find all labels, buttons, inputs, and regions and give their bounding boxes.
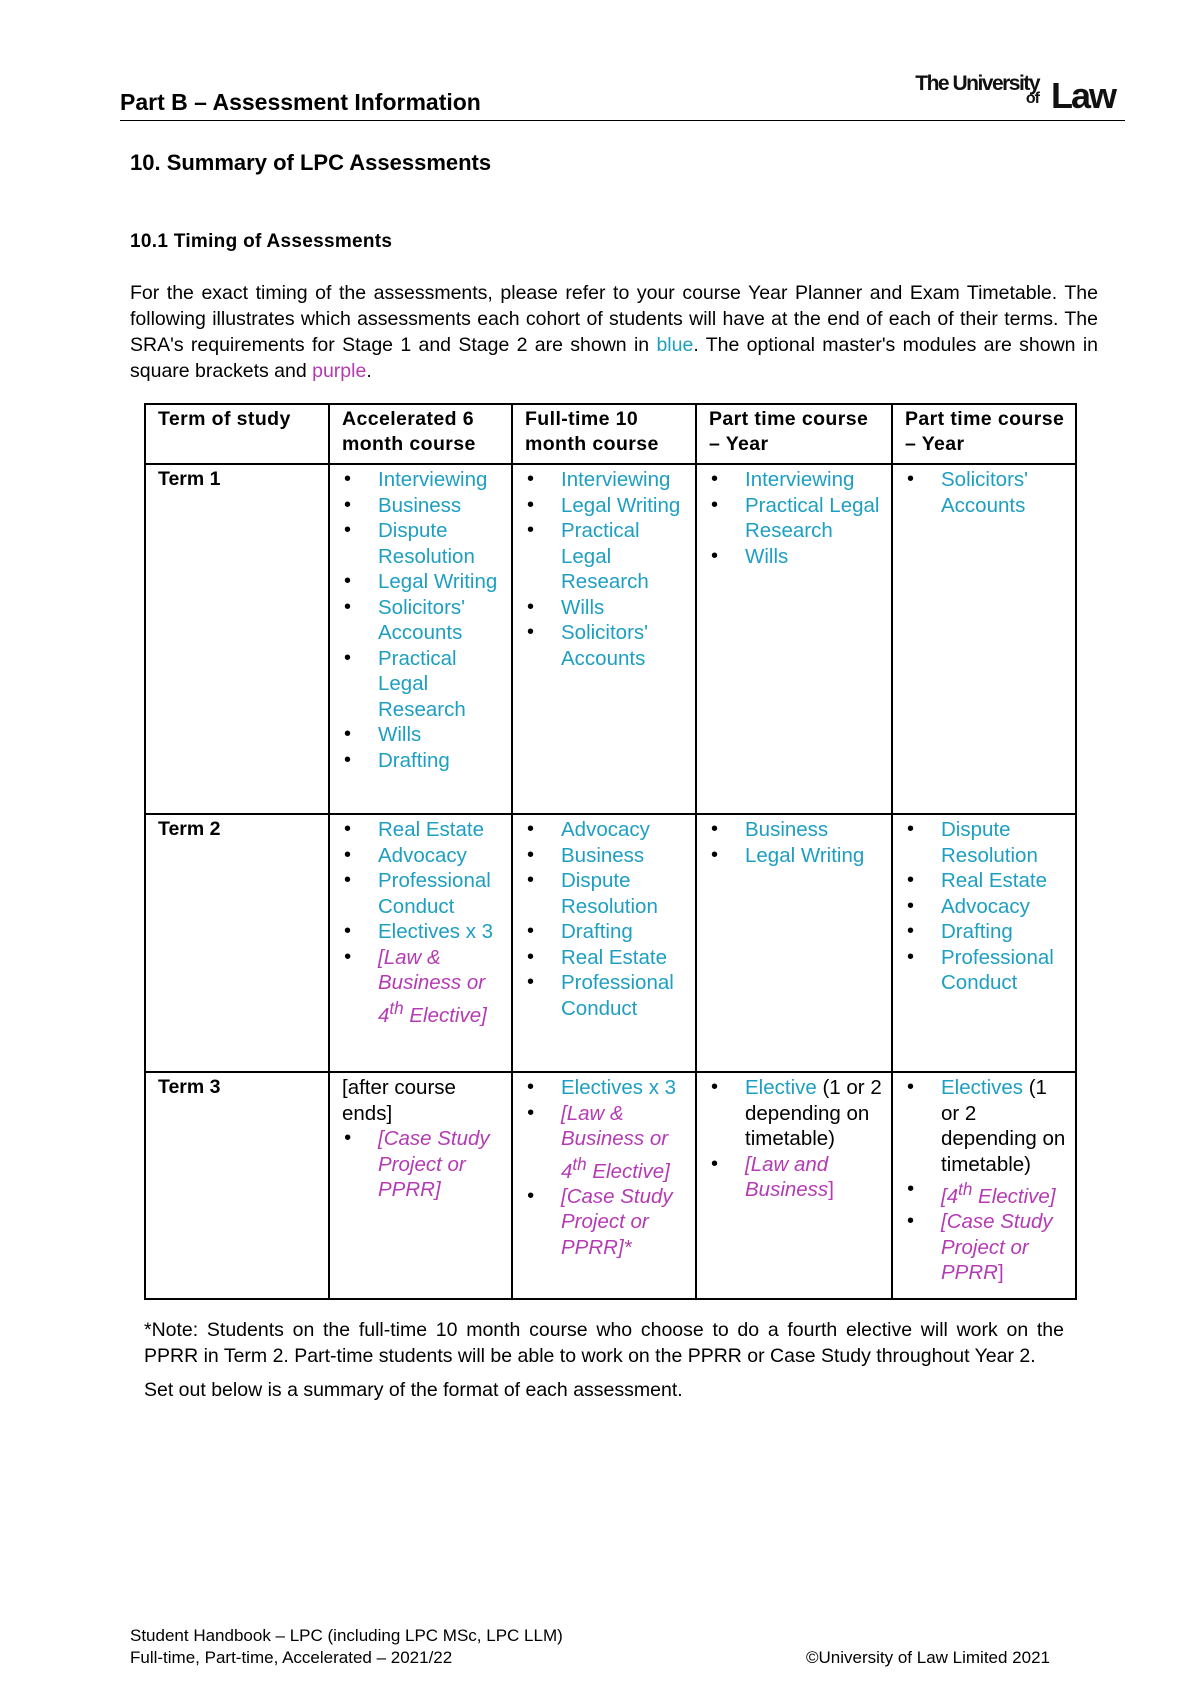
term1-fulltime-cell (512, 464, 696, 814)
list-item: • Interviewing (342, 467, 505, 493)
list-item: • Legal Writing (525, 493, 689, 519)
optional-text-end: ] (828, 1178, 834, 1201)
page-footer (130, 1625, 1050, 1669)
list-item: • Professional Conduct (525, 970, 689, 1021)
list-item: • Business (342, 493, 505, 519)
term1-parttime1-list (709, 467, 885, 569)
header-accelerated: Accelerated 6 month course (329, 404, 512, 464)
list-item: • Advocacy (905, 894, 1069, 920)
term1-accelerated-cell (329, 464, 512, 814)
list-item: • Practical Legal Research (709, 493, 885, 544)
list-item (905, 1209, 1069, 1286)
term3-accelerated-cell (329, 1072, 512, 1299)
term3-label: Term 3 (145, 1072, 329, 1299)
list-item: • [Case Study Project or PPRR] (342, 1126, 505, 1203)
list-item: • Drafting (525, 919, 689, 945)
header-parttime-1: Part time course – Year (696, 404, 892, 464)
optional-text: [Law & Business or 4 (561, 1101, 669, 1183)
list-item: • Solicitors' Accounts (905, 467, 1069, 518)
term3-accelerated-intro: [after course ends] (342, 1076, 456, 1125)
term2-parttime1-list (709, 817, 885, 868)
footer-line1: Student Handbook – LPC (including LPC MSc, LPC LLM) (130, 1626, 563, 1645)
list-item: • Business (525, 843, 689, 869)
optional-text-end: Elective] (403, 1003, 487, 1027)
term3-accelerated-list (342, 1126, 505, 1203)
intro-text2: . The optional master's modules are shown in square brackets and (130, 334, 1098, 382)
term2-accelerated-cell (329, 814, 512, 1072)
list-item: • Legal Writing (342, 569, 505, 595)
list-item: • Advocacy (525, 817, 689, 843)
university-logo (905, 72, 1115, 116)
header-term: Term of study (145, 404, 329, 464)
term1-parttime1-cell (696, 464, 892, 814)
list-item: • Legal Writing (709, 843, 885, 869)
footer-copyright: ©University of Law Limited 2021 (805, 1648, 1050, 1667)
superscript: th (958, 1180, 973, 1199)
list-item: • Practical Legal Research (525, 518, 689, 595)
list-item: • Wills (525, 595, 689, 621)
list-item (342, 945, 505, 1028)
list-item: • Drafting (342, 748, 505, 774)
list-item: • Professional Conduct (905, 945, 1069, 996)
list-item (905, 1177, 1069, 1209)
list-item: • Wills (342, 722, 505, 748)
optional-text: [Case Study Project or PPRR (941, 1210, 1053, 1285)
term1-accelerated-list (342, 467, 505, 773)
term3-parttime2-list (905, 1075, 1069, 1286)
list-item: • Interviewing (525, 467, 689, 493)
list-item: • [Case Study Project or PPRR]* (525, 1184, 689, 1261)
table-row-term1 (145, 464, 1076, 814)
term3-parttime1-cell (696, 1072, 892, 1299)
footer-line2: Full-time, Part-time, Accelerated – 2021/22 (130, 1648, 453, 1667)
list-item: • Business (709, 817, 885, 843)
optional-text-end: Elective] (972, 1184, 1056, 1208)
table-header-row (145, 404, 1076, 464)
elective-note: (1 or 2 depending on timetable) (745, 1076, 882, 1150)
optional-text: [4 (941, 1184, 959, 1208)
list-item: • Solicitors' Accounts (525, 620, 689, 671)
optional-text: [Law and Business (745, 1152, 829, 1201)
header-fulltime: Full-time 10 month course (512, 404, 696, 464)
intro-purple-word: purple (312, 360, 367, 382)
list-item: • Practical Legal Research (342, 646, 505, 723)
logo-line1: The University (915, 72, 1039, 95)
list-item (709, 1152, 885, 1203)
intro-paragraph (130, 280, 1098, 384)
list-item: • Electives x 3 (525, 1075, 689, 1101)
list-item: • Interviewing (709, 467, 885, 493)
intro-text1: For the exact timing of the assessments, please refer to your course Year Planner and Exam Timetable. The following illustrates which assessments each cohort of students will have at the end of each of their terms. The SRA's requirements for Stage 1 and Stage 2 are shown in (130, 282, 1098, 356)
term1-parttime2-cell (892, 464, 1076, 814)
term1-fulltime-list (525, 467, 689, 671)
logo-line2: of (1025, 90, 1039, 107)
note-text: *Note: Students on the full-time 10 month course who choose to do a fourth elective will work on the PPRR in Term 2. Part-time students will be able to work on the PPRR or Case Study throughout Year 2. (144, 1319, 1064, 1367)
table-row-term3 (145, 1072, 1076, 1299)
term3-parttime1-list (709, 1075, 885, 1203)
superscript: th (389, 998, 404, 1018)
term2-parttime2-list (905, 817, 1069, 996)
section-title: 10. Summary of LPC Assessments (130, 150, 492, 175)
optional-text: [Law & Business or 4 (378, 945, 486, 1027)
term3-parttime2-cell (892, 1072, 1076, 1299)
term2-fulltime-cell (512, 814, 696, 1072)
elective-note: (1 or 2 depending on timetable) (941, 1076, 1066, 1176)
assessment-table (144, 403, 1077, 1300)
table-row-term2 (145, 814, 1076, 1072)
list-item: • Wills (709, 544, 885, 570)
optional-text-end: ] (997, 1261, 1004, 1285)
list-item: • Real Estate (905, 868, 1069, 894)
list-item: • Real Estate (525, 945, 689, 971)
term2-accelerated-optional-list (342, 945, 505, 1028)
list-item: • Electives x 3 (342, 919, 505, 945)
note-section (144, 1317, 1064, 1411)
list-item (709, 1075, 885, 1152)
logo-line3: Law (1050, 75, 1115, 116)
list-item (905, 1075, 1069, 1177)
list-item: • Advocacy (342, 843, 505, 869)
term2-accelerated-list (342, 817, 505, 945)
term2-label: Term 2 (145, 814, 329, 1072)
list-item (525, 1101, 689, 1184)
term2-fulltime-list (525, 817, 689, 1021)
elective-text: Elective (745, 1076, 817, 1099)
intro-blue-word: blue (656, 334, 694, 356)
summary-line: Set out below is a summary of the format of each assessment. (144, 1379, 683, 1401)
list-item: • Dispute Resolution (342, 518, 505, 569)
list-item: • Professional Conduct (342, 868, 505, 919)
list-item: • Drafting (905, 919, 1069, 945)
header-parttime-2: Part time course – Year (892, 404, 1076, 464)
optional-text-end: Elective] (586, 1159, 670, 1183)
superscript: th (572, 1154, 587, 1174)
page-header (120, 68, 1125, 121)
term2-parttime2-cell (892, 814, 1076, 1072)
term1-parttime2-list (905, 467, 1069, 518)
list-item: • Solicitors' Accounts (342, 595, 505, 646)
elective-text: Electives (941, 1076, 1024, 1099)
list-item: • Real Estate (342, 817, 505, 843)
term1-label: Term 1 (145, 464, 329, 814)
subsection-title: 10.1 Timing of Assessments (130, 231, 393, 252)
intro-text3: . (366, 360, 372, 382)
header-title: Part B – Assessment Information (120, 89, 481, 115)
list-item: • Dispute Resolution (525, 868, 689, 919)
term3-fulltime-cell (512, 1072, 696, 1299)
term3-fulltime-list (525, 1075, 689, 1260)
term2-parttime1-cell (696, 814, 892, 1072)
list-item: • Dispute Resolution (905, 817, 1069, 868)
